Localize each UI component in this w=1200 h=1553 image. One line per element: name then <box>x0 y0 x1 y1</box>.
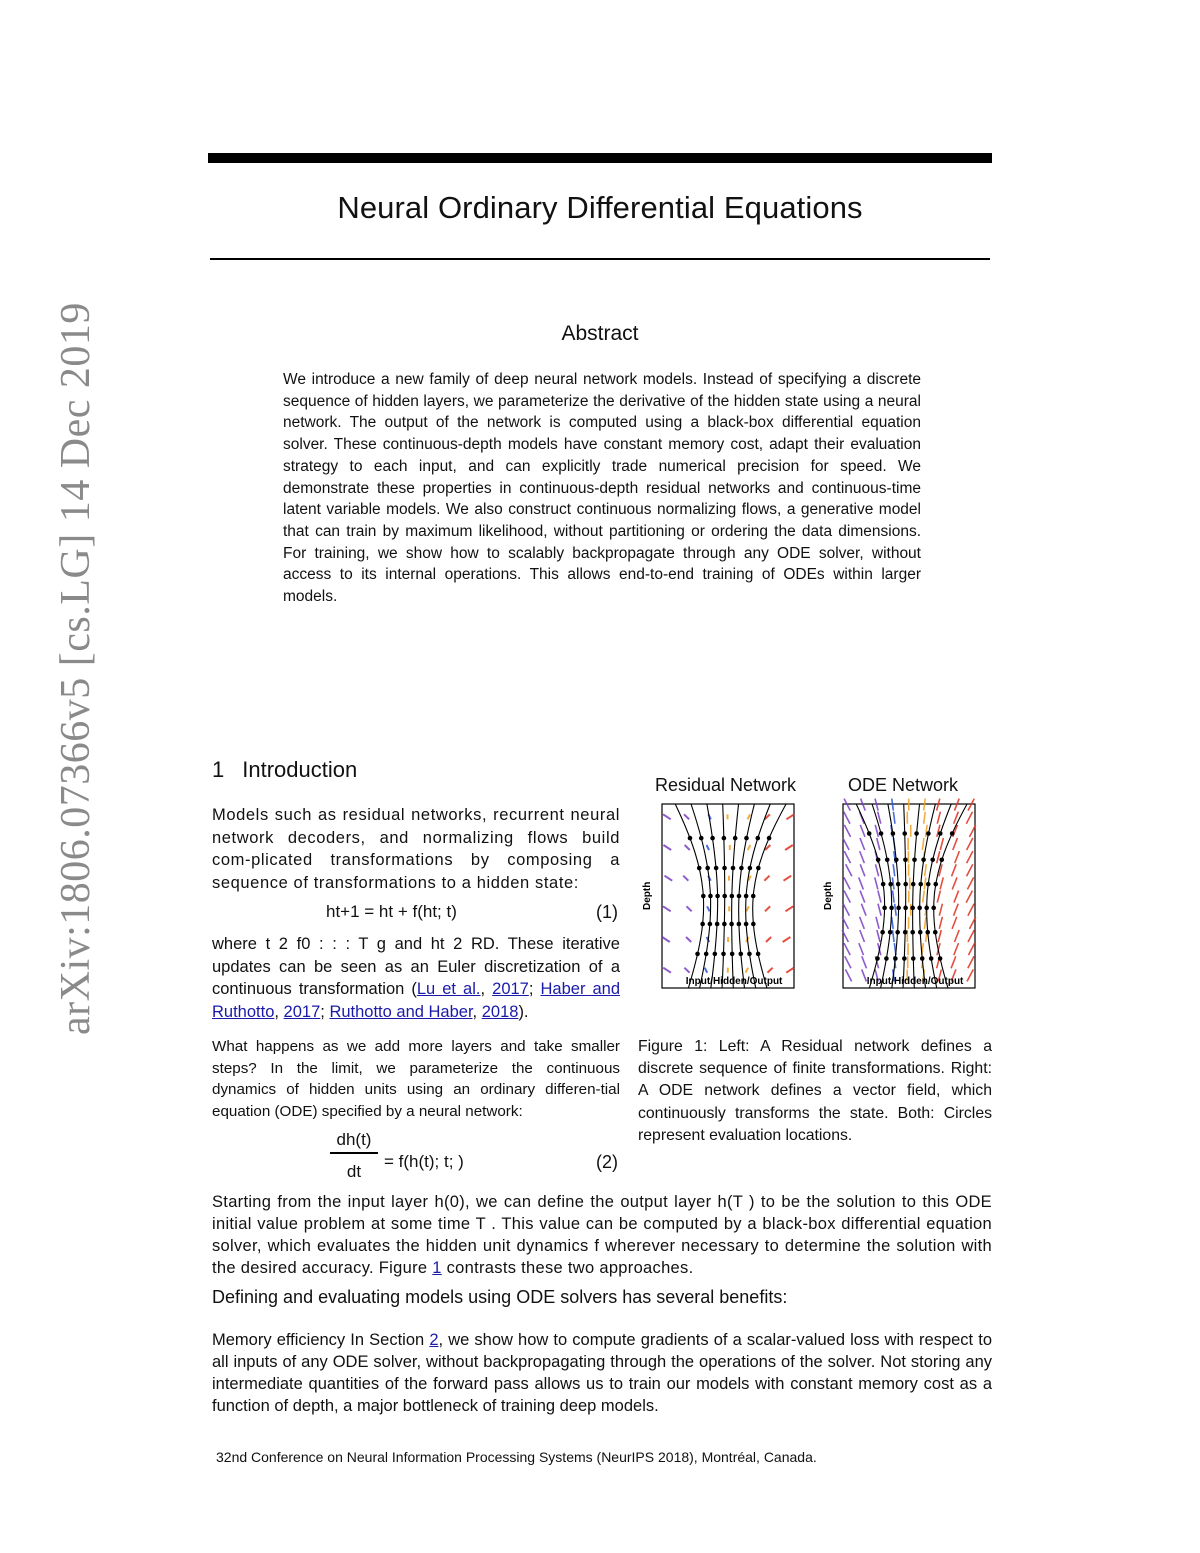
evaluation-point <box>896 882 901 887</box>
evaluation-point <box>931 906 936 911</box>
evaluation-point <box>911 956 916 961</box>
evaluation-point <box>708 922 713 927</box>
equation-2-rhs: = f(h(t); t; ) <box>384 1152 464 1171</box>
evaluation-point <box>926 831 931 836</box>
evaluation-point <box>737 922 742 927</box>
evaluation-point <box>715 922 720 927</box>
figure-right-title: ODE Network <box>848 775 959 795</box>
residual-network-panel <box>642 804 794 988</box>
abstract-text: We introduce a new family of deep neural network models. Instead of specifying a discrete sequence of hidden layers, we parameterize the derivative of the hidden state using a neural network. The output of the network is computed using a black-box differential equation solver. These continuous-depth models have constant memory cost, adapt their evaluation strategy to each input, and can explicitly trade numerical precision for speed. We demonstrate these properties in continuous-depth residual networks and continuous-time latent variable models. We also construct continuous normalizing flows, a generative model that can train by maximum likelihood, without partitioning or ordering the data dimensions. For training, we show how to scalably backpropagate through any ODE solver, without access to its internal operations. This allows end-to-end training of ODEs within larger models. <box>283 371 921 606</box>
evaluation-point <box>903 906 908 911</box>
p2-text: where t 2 f0 : : : T g and ht 2 RD. These iterative updates can be seen as an Euler discretization of a continuous transformation ( <box>212 935 620 998</box>
evaluation-point <box>912 857 917 862</box>
evaluation-point <box>888 882 893 887</box>
evaluation-point <box>910 930 915 935</box>
evaluation-point <box>881 882 886 887</box>
y-axis-label: Depth <box>642 881 653 910</box>
equation-1: ht+1 = ht + f(ht; t) <box>326 902 457 921</box>
evaluation-point <box>695 952 700 957</box>
evaluation-point <box>738 952 743 957</box>
evaluation-point <box>733 836 738 841</box>
evaluation-point <box>730 894 735 899</box>
intro-paragraph-3: What happens as we add more layers and take smaller steps? In the limit, we parameterize the continuous dynamics of hidden units using an ordinary differen-tial equation (ODE) specified by a neural network: <box>212 1038 620 1120</box>
figure-1-link[interactable]: 1 <box>432 1259 442 1277</box>
figure-1 <box>634 796 996 996</box>
evaluation-point <box>756 952 761 957</box>
figure-caption: Figure 1: Left: A Residual network defines a discrete sequence of finite transformations. Right: A ODE network defines a vector field, which continuously transforms the state. Both: Circles represent evaluation locations. <box>638 1038 992 1144</box>
evaluation-point <box>902 831 907 836</box>
equation-2-number: (2) <box>596 1152 618 1172</box>
evaluation-point <box>722 894 727 899</box>
evaluation-point <box>914 831 919 836</box>
section-heading-introduction <box>212 757 357 783</box>
evaluation-point <box>918 930 923 935</box>
p6-text-end: , we show how to compute gradients of a scalar-valued loss with respect to all inputs of any ODE solver, without backpropagating through the operations of the solver. Not storing any intermediate quantities of the forward pass allows us to train our models with constant memory cost as a function of depth, a major bottleneck of training deep models. <box>212 1331 993 1415</box>
evaluation-point <box>715 894 720 899</box>
evaluation-point <box>756 866 761 871</box>
evaluation-point <box>888 930 893 935</box>
evaluation-point <box>921 857 926 862</box>
evaluation-point <box>688 836 693 841</box>
intro-paragraph-4 <box>212 1191 992 1279</box>
section-title: Introduction <box>242 757 358 782</box>
evaluation-point <box>884 956 889 961</box>
evaluation-point <box>704 952 709 957</box>
paper-title: Neural Ordinary Differential Equations <box>337 190 863 225</box>
evaluation-point <box>731 866 736 871</box>
evaluation-point <box>705 866 710 871</box>
evaluation-point <box>889 906 894 911</box>
evaluation-point <box>933 882 938 887</box>
evaluation-point <box>744 894 749 899</box>
evaluation-point <box>926 882 931 887</box>
benefits-lead: Defining and evaluating models using ODE solvers has several benefits: <box>212 1287 788 1307</box>
evaluation-point <box>950 831 955 836</box>
evaluation-point <box>722 922 727 927</box>
memory-efficiency-paragraph <box>212 1329 992 1417</box>
evaluation-point <box>902 956 907 961</box>
evaluation-point <box>737 894 742 899</box>
evaluation-point <box>939 857 944 862</box>
evaluation-point <box>748 866 753 871</box>
p4-text-end: contrasts these two approaches. <box>441 1259 694 1277</box>
evaluation-point <box>893 956 898 961</box>
evaluation-point <box>729 922 734 927</box>
evaluation-point <box>701 894 706 899</box>
evaluation-point <box>755 836 760 841</box>
fraction-bar <box>330 1152 378 1154</box>
title-bottom-rule <box>210 258 990 260</box>
evaluation-point <box>730 952 735 957</box>
fraction-numerator: dh(t) <box>336 1130 372 1149</box>
evaluation-point <box>767 836 772 841</box>
evaluation-point <box>880 930 885 935</box>
evaluation-point <box>918 882 923 887</box>
evaluation-point <box>722 836 727 841</box>
conference-footer: 32nd Conference on Neural Information Processing Systems (NeurIPS 2018), Montréal, Canada. <box>216 1449 817 1465</box>
x-axis-label: Input/Hidden/Output <box>866 976 964 987</box>
section-number: 1 <box>212 757 225 782</box>
evaluation-point <box>903 930 908 935</box>
citation-ruthotto[interactable]: Ruthotto and Haber <box>329 1002 473 1021</box>
evaluation-point <box>924 906 929 911</box>
citation-ruthotto-year[interactable]: 2018 <box>481 1002 519 1021</box>
section-2-link[interactable]: 2 <box>429 1331 439 1349</box>
citation-lu[interactable]: Lu et al. <box>416 980 481 998</box>
p6-text: Memory efficiency In Section <box>212 1331 430 1349</box>
evaluation-point <box>930 857 935 862</box>
citation-lu-year[interactable]: 2017 <box>492 980 529 998</box>
evaluation-point <box>721 952 726 957</box>
ode-network-panel <box>823 799 976 988</box>
evaluation-point <box>744 836 749 841</box>
evaluation-point <box>739 866 744 871</box>
evaluation-point <box>697 866 702 871</box>
evaluation-point <box>903 857 908 862</box>
evaluation-point <box>896 906 901 911</box>
equation-1-number: (1) <box>596 902 618 922</box>
fraction-denominator: dt <box>346 1162 362 1181</box>
evaluation-point <box>929 956 934 961</box>
evaluation-point <box>938 831 943 836</box>
evaluation-point <box>894 857 899 862</box>
p4-text: Starting from the input layer h(0), we can define the output layer h(T ) to be the solution to this ODE initial value problem at some time T . This value can be computed by a black-box differential equation solver, which evaluates the hidden unit dynamics f wherever necessary to determine the solution with the desired accuracy. Figure <box>212 1193 992 1277</box>
evaluation-point <box>933 930 938 935</box>
evaluation-point <box>917 906 922 911</box>
evaluation-point <box>867 831 872 836</box>
evaluation-point <box>895 930 900 935</box>
citation-haber-year[interactable]: 2017 <box>283 1002 321 1021</box>
arxiv-watermark: arXiv:1806.07366v5 [cs.LG] 14 Dec 2019 <box>53 302 99 1035</box>
evaluation-point <box>744 922 749 927</box>
evaluation-point <box>885 857 890 862</box>
evaluation-point <box>751 922 756 927</box>
evaluation-point <box>903 882 908 887</box>
intro-paragraph-1: Models such as residual networks, recurrent neural network decoders, and normalizing flows build com-plicated transformations by composing a sequence of transformations to a hidden state: <box>212 806 620 892</box>
evaluation-point <box>875 956 880 961</box>
title-top-rule <box>208 153 992 163</box>
evaluation-point <box>920 956 925 961</box>
evaluation-point <box>882 906 887 911</box>
intro-paragraph-2: where t 2 f0 : : : T g and ht 2 RD. These iterative updates can be seen as an Euler discretization of a continuous transformation (Lu et al., 2017; Haber and Ruthotto, 2017; Ruthotto and Haber, 2018). <box>212 935 621 1021</box>
evaluation-point <box>708 894 713 899</box>
evaluation-point <box>710 836 715 841</box>
evaluation-point <box>700 922 705 927</box>
y-axis-label: Depth <box>823 881 834 910</box>
evaluation-point <box>876 857 881 862</box>
x-axis-label: Input/Hidden/Output <box>685 976 783 987</box>
evaluation-point <box>891 831 896 836</box>
evaluation-point <box>747 952 752 957</box>
evaluation-point <box>713 952 718 957</box>
evaluation-point <box>722 866 727 871</box>
evaluation-point <box>714 866 719 871</box>
evaluation-point <box>879 831 884 836</box>
abstract-heading: Abstract <box>561 322 639 345</box>
citation-haber[interactable]: Haber and Ruthotto <box>212 980 621 1021</box>
figure-left-title: Residual Network <box>655 775 797 795</box>
evaluation-point <box>910 906 915 911</box>
equation-2-fraction <box>330 1130 378 1182</box>
evaluation-point <box>699 836 704 841</box>
plot-frame <box>662 804 794 988</box>
evaluation-point <box>925 930 930 935</box>
evaluation-point <box>938 956 943 961</box>
evaluation-point <box>911 882 916 887</box>
evaluation-point <box>751 894 756 899</box>
